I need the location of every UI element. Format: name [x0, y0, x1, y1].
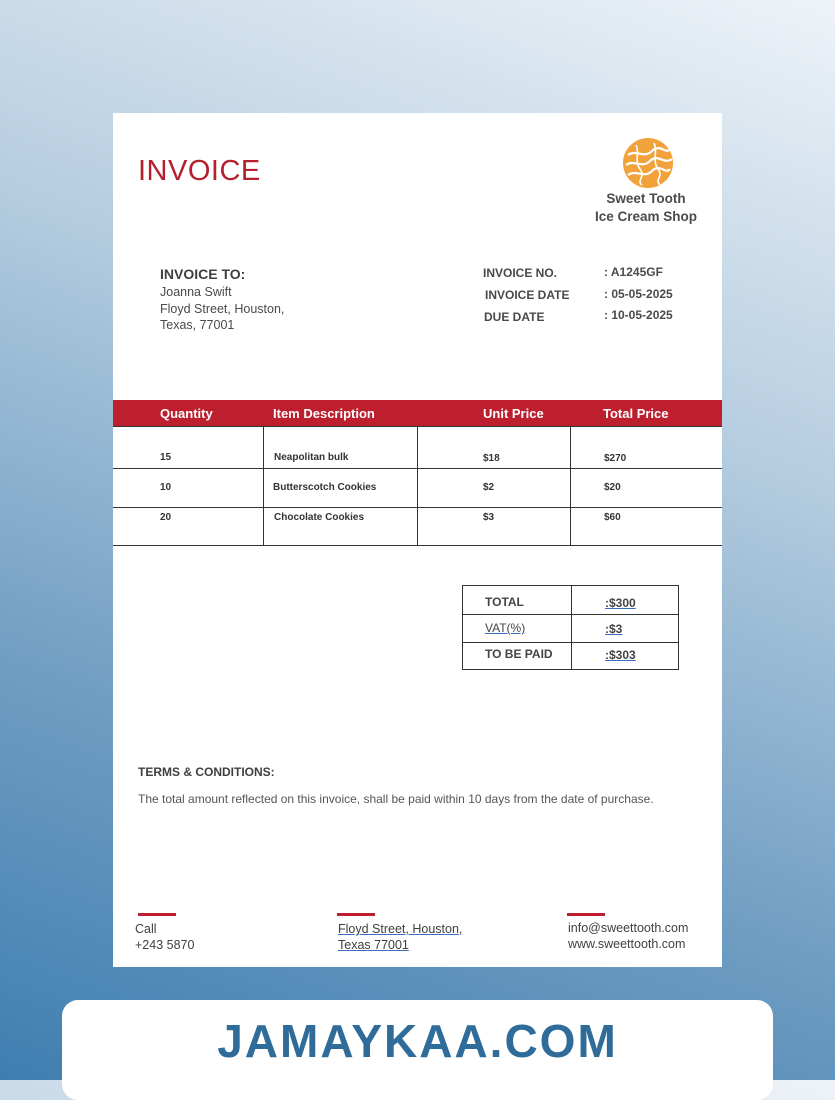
shop-name-line1: Sweet Tooth: [606, 191, 686, 206]
row-quantity: 10: [160, 482, 172, 493]
table-column-rule: [417, 426, 418, 546]
customer-address-line2: Texas, 77001: [160, 318, 235, 332]
row-total-price: $60: [604, 512, 621, 523]
row-quantity: 15: [160, 452, 172, 463]
row-item: Butterscotch Cookies: [273, 482, 377, 493]
header-total-price: Total Price: [603, 406, 669, 421]
summary-total-label: TOTAL: [485, 595, 524, 609]
summary-to-be-paid-label: TO BE PAID: [485, 647, 553, 661]
terms-heading: TERMS & CONDITIONS:: [138, 765, 275, 779]
footer-online: [568, 920, 688, 952]
footer-contact: [135, 921, 194, 953]
invoice-number-value: : A1245GF: [604, 265, 663, 279]
row-unit-price: $2: [483, 482, 495, 493]
summary-column-rule: [571, 586, 572, 669]
footer-accent-bar: [138, 913, 176, 916]
row-total-price: $20: [604, 482, 621, 493]
header-quantity: Quantity: [160, 406, 213, 421]
shop-name: [583, 190, 709, 226]
invoice-number-label: INVOICE NO.: [483, 266, 558, 280]
due-date-value: : 10-05-2025: [604, 308, 673, 322]
footer-phone: +243 5870: [135, 938, 195, 952]
header-unit-price: Unit Price: [483, 406, 544, 421]
summary-total-value: :$300: [605, 596, 636, 610]
footer-call-label: Call: [135, 922, 157, 936]
footer-accent-bar: [567, 913, 605, 916]
header-item-description: Item Description: [273, 406, 375, 421]
footer-address: [338, 921, 462, 953]
summary-to-be-paid-value: :$303: [605, 648, 636, 662]
customer-name: Joanna Swift: [160, 285, 232, 299]
row-unit-price: $18: [483, 453, 500, 464]
invoice-to-label: INVOICE TO:: [160, 266, 246, 282]
invoice-title: INVOICE: [138, 155, 261, 187]
shop-name-line2: Ice Cream Shop: [594, 209, 698, 224]
row-total-price: $270: [604, 453, 627, 464]
row-unit-price: $3: [483, 512, 495, 523]
footer-address-line1: Floyd Street, Houston,: [338, 922, 463, 936]
table-column-rule: [263, 426, 264, 546]
footer-email[interactable]: info@sweettooth.com: [568, 921, 689, 935]
terms-text: The total amount reflected on this invoice, shall be paid within 10 days from the date of purchase.: [138, 792, 654, 806]
invoice-date-value: : 05-05-2025: [604, 287, 673, 301]
due-date-label: DUE DATE: [484, 310, 545, 324]
summary-rule: [463, 614, 678, 615]
items-table-header: [113, 400, 722, 426]
footer-accent-bar: [337, 913, 375, 916]
watermark-text: JAMAYKAA.COM: [217, 1015, 618, 1067]
table-column-rule: [570, 426, 571, 546]
summary-rule: [463, 642, 678, 643]
summary-vat-value: :$3: [605, 622, 623, 636]
ice-cream-swirl-logo-icon: [622, 137, 674, 189]
customer-address-line1: Floyd Street, Houston,: [160, 302, 285, 316]
footer-website[interactable]: www.sweettooth.com: [568, 937, 686, 951]
row-item: Neapolitan bulk: [274, 452, 349, 463]
row-quantity: 20: [160, 512, 172, 523]
watermark-banner: [62, 1000, 773, 1100]
row-item: Chocolate Cookies: [274, 512, 365, 523]
footer-address-line2: Texas 77001: [338, 938, 409, 952]
summary-vat-label: VAT(%): [485, 621, 526, 635]
invoice-date-label: INVOICE DATE: [485, 288, 570, 302]
summary-box: [462, 585, 679, 670]
invoice-page: [113, 113, 722, 967]
